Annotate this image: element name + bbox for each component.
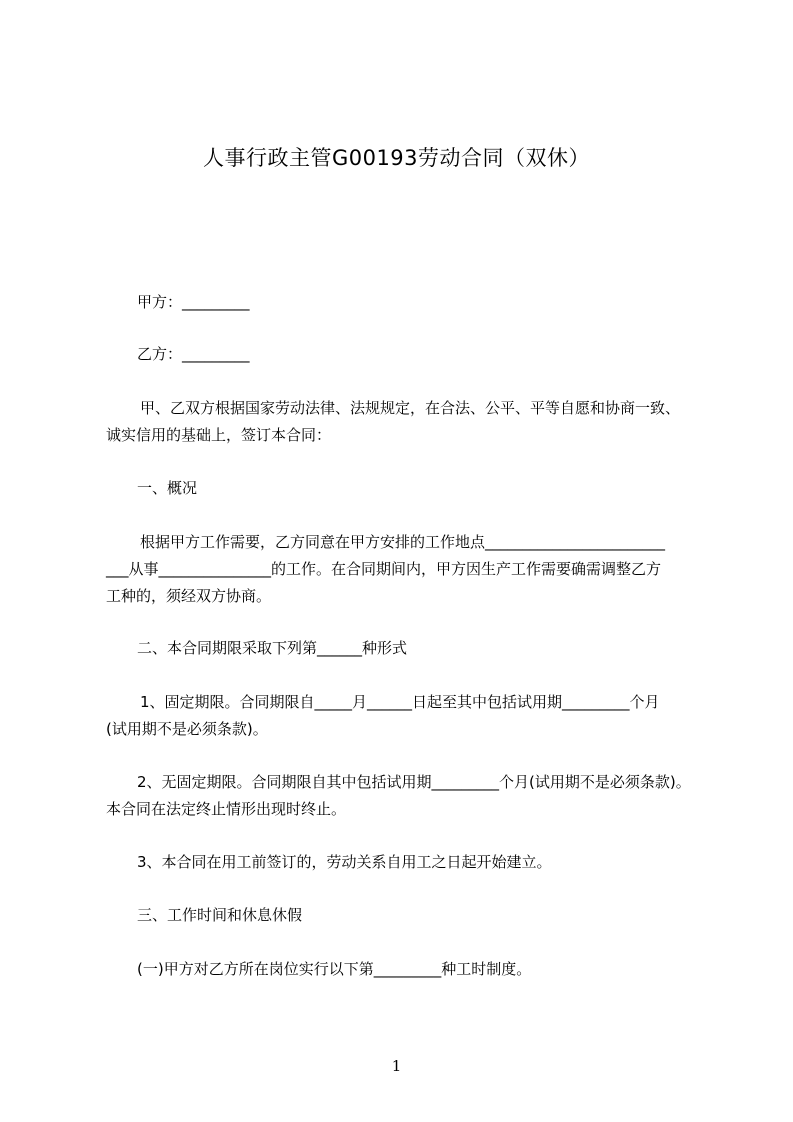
section-3-item-1: (一)甲方对乙方所在岗位实行以下第_________种工时制度。 — [137, 960, 532, 978]
page-number: 1 — [391, 1057, 402, 1075]
party-a-line: 甲方：_________ — [137, 293, 250, 311]
party-b-line: 乙方：_________ — [137, 345, 250, 363]
intro-line-1: 甲、乙双方根据国家劳动法律、法规规定，在合法、公平、平等自愿和协商一致、 — [140, 399, 681, 417]
section-2-item-3: 3、本合同在用工前签订的，劳动关系自用工之日起开始建立。 — [137, 853, 552, 871]
section-1-line-2: ___从事_______________的工作。在合同期间内，甲方因生产工作需要确需调整乙方 — [106, 560, 662, 578]
section-1-heading: 一、概况 — [137, 479, 198, 497]
section-1-line-1: 根据甲方工作需要，乙方同意在甲方安排的工作地点________________________ — [140, 533, 666, 551]
intro-line-2: 诚实信用的基础上，签订本合同： — [106, 426, 332, 444]
section-1-line-3: 工种的，须经双方协商。 — [106, 587, 272, 605]
section-3-heading: 三、工作时间和休息休假 — [137, 906, 303, 924]
document-title: 人事行政主管G00193劳动合同（双休） — [202, 146, 591, 170]
section-2-heading: 二、本合同期限采取下列第______种形式 — [137, 639, 408, 657]
section-2-item-2-line-1: 2、无固定期限。合同期限自其中包括试用期_________个月(试用期不是必须条款)。 — [137, 773, 691, 791]
section-2-item-2-line-2: 本合同在法定终止情形出现时终止。 — [106, 800, 347, 818]
section-2-item-1-line-1: 1、固定期限。合同期限自_____月______日起至其中包括试用期_________个月 — [140, 693, 660, 711]
section-2-item-1-line-2: (试用期不是必须条款)。 — [106, 720, 268, 738]
